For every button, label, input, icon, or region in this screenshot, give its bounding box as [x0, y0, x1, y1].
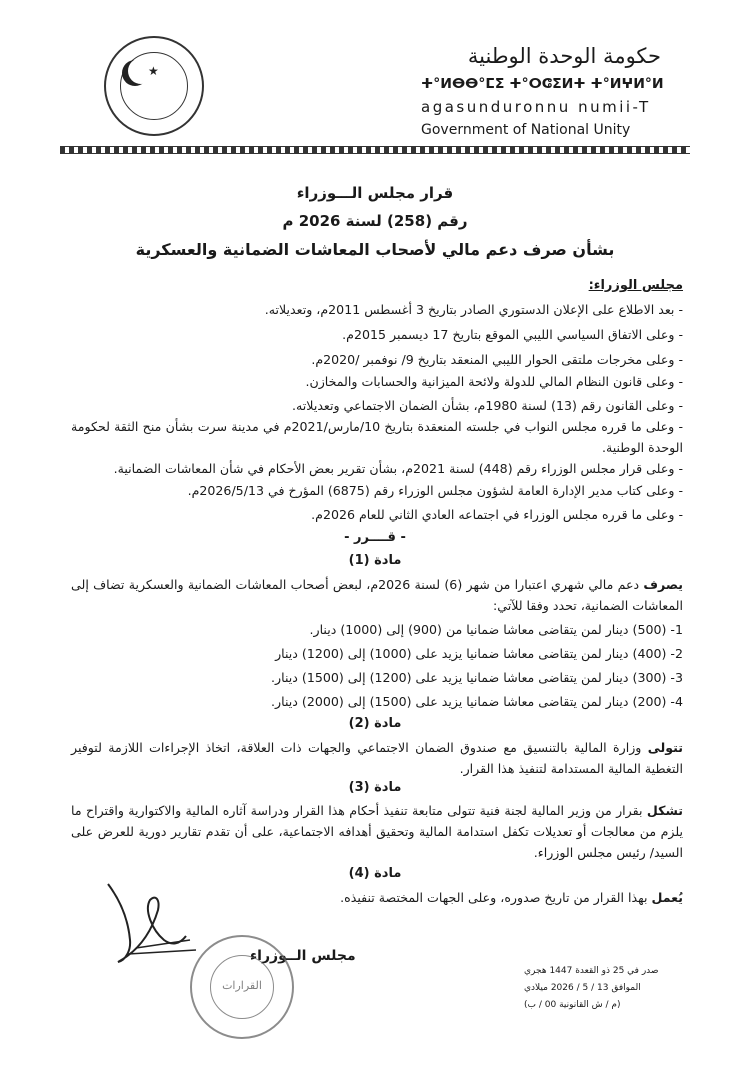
registry-gregorian-date: الموافق 13 / 5 / 2026 ميلادي — [524, 983, 641, 993]
english-government-name: Government of National Unity — [421, 122, 631, 138]
article-3-text: بقرار من وزير المالية لجنة فنية تتولى متابعة تنفيذ أحكام هذا القرار ودراسة آثاره المالية والاكتوارية واقتراح ما يلزم من معالجات أو تعديلات تكفل استدامة المالية وتحقيق أهدافه الاجتماعية، على أن تقدم تقارير دورية للعرض على السيد/ رئيس مجلس الوزراء. — [71, 803, 683, 860]
preamble-item: - وعلى قانون النظام المالي للدولة ولائحة الميزانية والحسابات والمخازن. — [305, 374, 683, 389]
amazigh-government-name: agasunduronnu numii-T — [421, 98, 651, 116]
signatory-name: مجلس الــوزراء — [250, 948, 356, 964]
arabic-government-name: حكومة الوحدة الوطنية — [467, 44, 661, 68]
government-seal — [104, 36, 204, 136]
article-1-lead: يصرف — [643, 577, 683, 592]
council-label: مجلس الوزراء: — [588, 278, 683, 293]
official-stamp — [190, 935, 294, 1039]
preamble-item: - وعلى الاتفاق السياسي الليبي الموقع بتاريخ 17 ديسمبر 2015م. — [342, 327, 683, 342]
article-4-body — [340, 890, 683, 905]
decree-number: رقم (258) لسنة 2026 م — [282, 212, 468, 230]
registry-hijri-date: صدر في 25 ذو القعدة 1447 هجري — [524, 966, 659, 976]
article-1-body — [71, 574, 683, 616]
preamble-item: - وعلى ما قرره مجلس الوزراء في اجتماعه العادي الثاني للعام 2026م. — [311, 507, 683, 522]
preamble-item: - وعلى القانون رقم (13) لسنة 1980م، بشأن الضمان الاجتماعي وتعديلاته. — [292, 398, 683, 413]
preamble-item: - وعلى قرار مجلس الوزراء رقم (448) لسنة 2021م، بشأن تقرير بعض الأحكام في شأن المعاشات الضمانية. — [113, 461, 683, 476]
article-1-item: 3- (300) دينار لمن يتقاضى معاشا ضمانيا يزيد على (1200) إلى (1500) دينار. — [271, 670, 683, 685]
article-2-heading: مادة (2) — [348, 716, 402, 731]
article-4-text: بهذا القرار من تاريخ صدوره، وعلى الجهات المختصة تنفيذه. — [340, 890, 648, 905]
article-3-body — [71, 800, 683, 863]
preamble-item: - وعلى ما قرره مجلس النواب في جلسته المنعقدة بتاريخ 10/مارس/2021م في مدينة سرت بشأن منح الثقة لحكومة الوحدة الوطنية. — [71, 419, 683, 455]
article-2-body — [71, 737, 683, 779]
article-1-text: دعم مالي شهري اعتبارا من شهر (6) لسنة 2026م، لبعض أصحاب المعاشات الضمانية والعسكرية تضاف إلى المعاشات الضمانية، تحدد وفقا للآتي: — [71, 577, 683, 613]
star-icon: ★ — [148, 64, 159, 78]
tifinagh-government-name: ⵜ°ⵍⴱⴱ°ⵎⵉ ⵜ°ⵔⵛⵉⵍⵜ ⵜ°ⵍⵖⵍ°ⵍ — [421, 76, 664, 92]
registry-reference: (م / ش القانونية 00 / ب) — [524, 1000, 621, 1010]
article-3-lead: تشكل — [646, 803, 683, 818]
handwritten-signature — [100, 870, 210, 970]
article-2-lead: تتولى — [647, 740, 683, 755]
article-1-item: 1- (500) دينار لمن يتقاضى معاشا ضمانيا من (900) إلى (1000) دينار. — [309, 622, 683, 637]
decree-title: قرار مجلس الـــوزراء — [296, 184, 454, 202]
article-1-item: 2- (400) دينار لمن يتقاضى معاشا ضمانيا يزيد على (1000) إلى (1200) دينار — [275, 646, 683, 661]
article-1-heading: مادة (1) — [348, 553, 402, 568]
stamp-label: القرارات — [222, 979, 262, 992]
header-divider — [60, 146, 690, 154]
decree-subject: بشأن صرف دعم مالي لأصحاب المعاشات الضمانية والعسكرية — [135, 240, 615, 259]
preamble-item: - بعد الاطلاع على الإعلان الدستوري الصادر بتاريخ 3 أغسطس 2011م، وتعديلاته. — [264, 302, 683, 317]
article-3-heading: مادة (3) — [348, 780, 402, 795]
article-4-lead: يُعمل — [651, 890, 683, 905]
article-1-item: 4- (200) دينار لمن يتقاضى معاشا ضمانيا يزيد على (1500) إلى (2000) دينار. — [271, 694, 683, 709]
preamble-item: - وعلى مخرجات ملتقى الحوار الليبي المنعقد بتاريخ 9/ نوفمبر /2020م. — [311, 352, 683, 367]
government-header — [421, 44, 664, 154]
article-2-text: وزارة المالية بالتنسيق مع صندوق الضمان الاجتماعي والجهات ذات العلاقة، اتخاذ الإجراءات اللازمة لتوفير التغطية المالية المستدامة لتنفيذ هذا القرار. — [71, 740, 683, 776]
article-4-heading: مادة (4) — [348, 866, 402, 881]
preamble-item: - وعلى كتاب مدير الإدارة العامة لشؤون مجلس الوزراء رقم (6875) المؤرخ في 2026/5/13م. — [187, 483, 683, 498]
decided-heading: - قــــرر - — [344, 530, 406, 545]
